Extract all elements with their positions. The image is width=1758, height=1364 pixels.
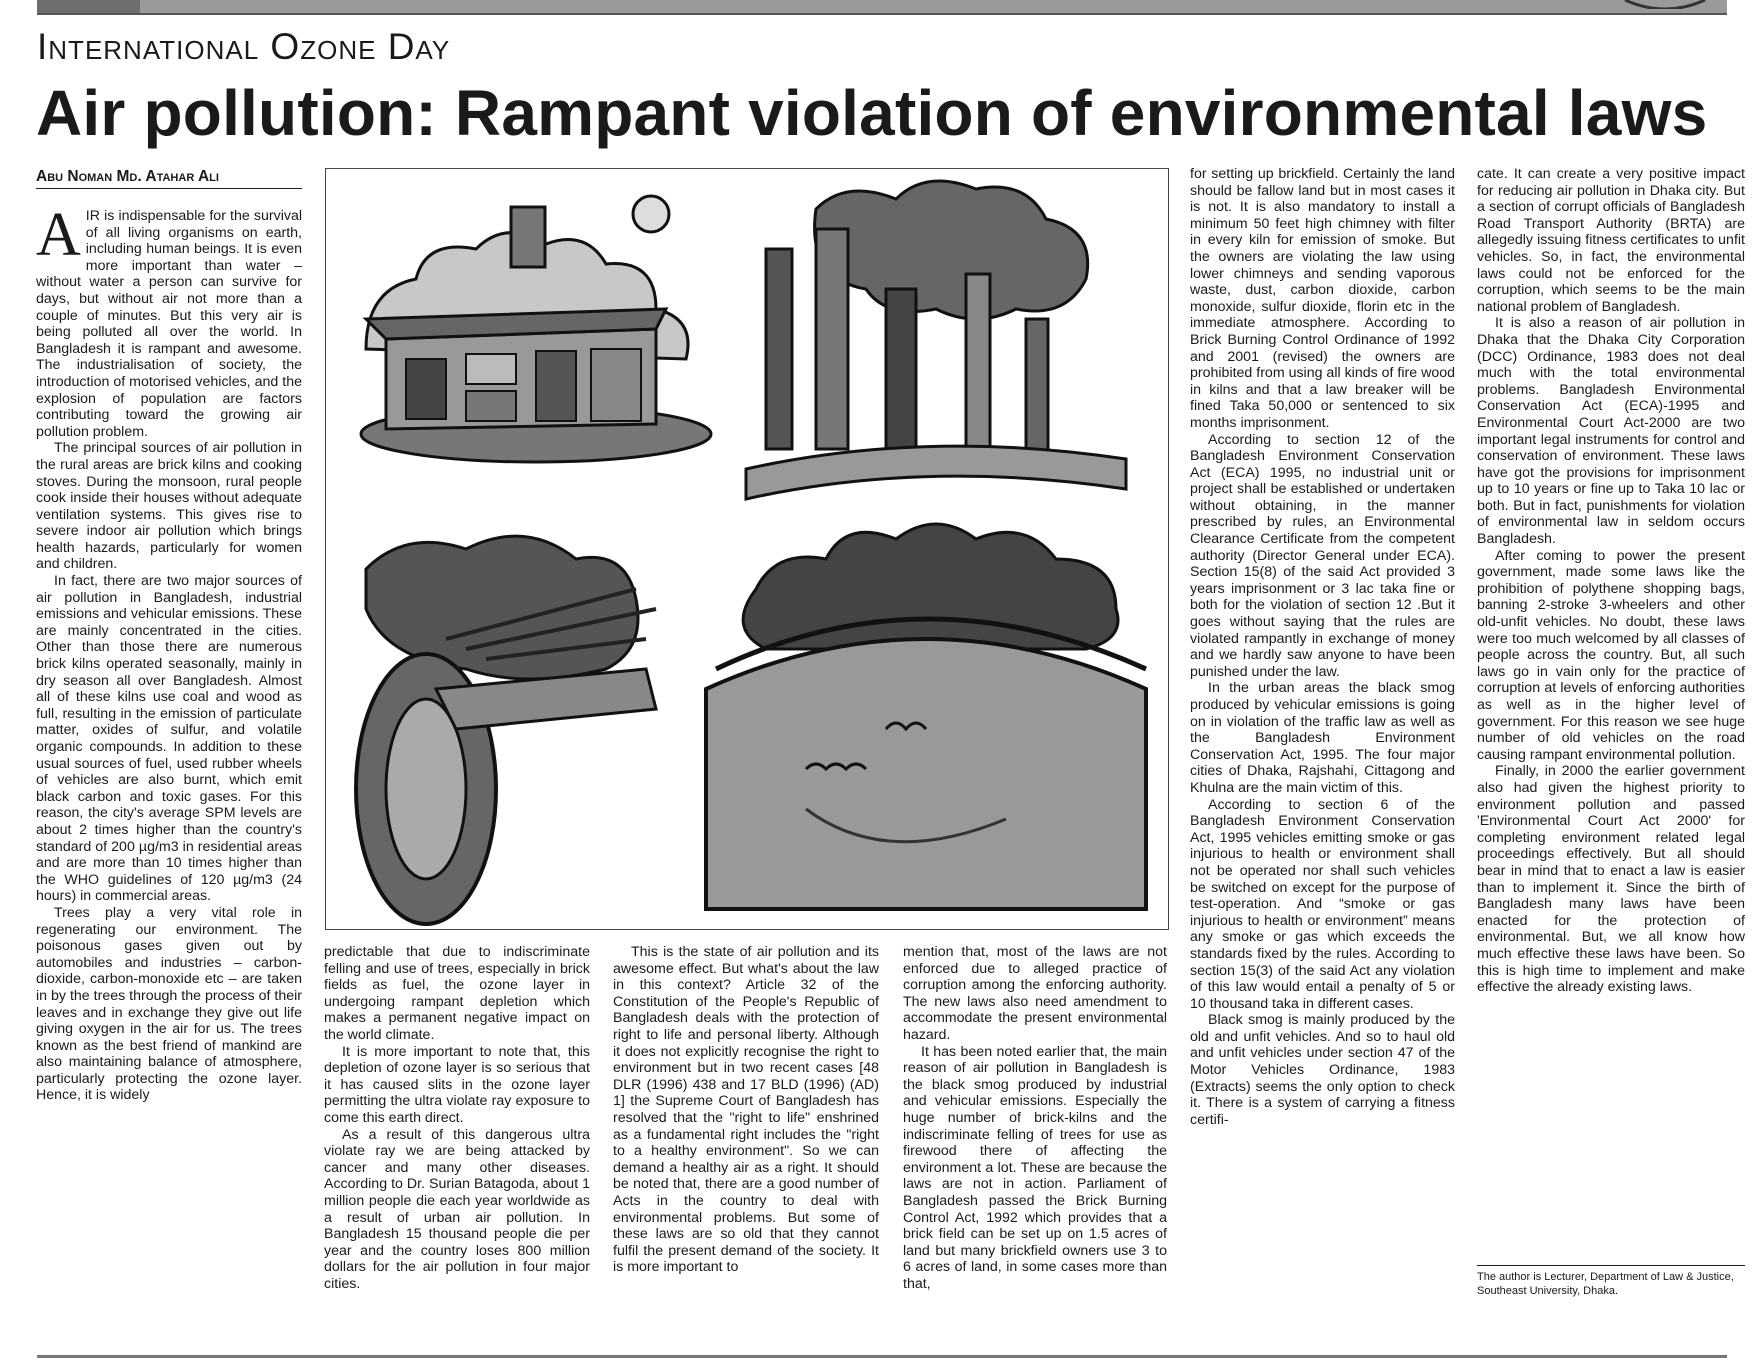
- paragraph: cate. It can create a very positive impact for reducing air pollution in Dhaka city. But a section of corrupt officials of Bangladesh Road Transport Authority (BRTA) are allegedly issuing fitness certificates to unfit vehicles. So, in fact, the environmental laws could not be enforced for the corruption, which seems to be the main national problem of Bangladesh.: [1477, 166, 1745, 315]
- paragraph: mention that, most of the laws are not enforced due to alleged practice of corruption among the enforcing authority. The new laws also need amendment to accommodate the present environmental hazard.: [903, 944, 1167, 1043]
- top-bar: [37, 0, 1727, 15]
- column-4: [903, 944, 1167, 1292]
- column-2: [324, 944, 590, 1292]
- paragraph: Black smog is mainly produced by the old and unfit vehicles. And so to haul old and unfit vehicles under section 47 of the Motor Vehicles Ordinance, 1983 (Extracts) seems the only option to check it. There is a system of carrying a fitness certifi-: [1190, 1012, 1455, 1128]
- paragraph: predictable that due to indiscriminate felling and use of trees, especially in brick fields as fuel, the ozone layer in undergoing rampant depletion which makes a permanent negative impact on the world climate.: [324, 944, 590, 1043]
- burning-tyre-panel: [356, 536, 656, 924]
- paragraph: Finally, in 2000 the earlier government also had given the highest priority to environment pollution and passed 'Environmental Court Act 2000' for completing environment related legal proceedings effectively. But all should bear in mind that to enact a law is easier than to implement it. Since the birth of Bangladesh many laws have been enacted for the protection of environmental. But, we all know how much effective these laws have been. So this is high time to implement and make effective the already existing laws.: [1477, 763, 1745, 996]
- bottom-rule: [37, 1355, 1727, 1358]
- column-3: [613, 944, 879, 1276]
- byline: Abu Noman Md. Atahar Ali: [36, 168, 219, 185]
- paragraph: According to section 12 of the Bangladesh Environment Conservation Act (ECA) 1995, no industrial unit or project shall be established or undertaken without obtaining, in the manner prescribed by rules, an Environmental Clearance Certificate from the competent authority (Director General under ECA). Section 15(8) of the said Act provided 3 years imprisonment or 3 lac taka fine or both for the violation of section 12 .But it goes without saying that the rules are violated rampantly in exchange of money and we hardly saw anyone to have been punished under the law.: [1190, 431, 1455, 680]
- paragraph: [36, 201, 302, 440]
- top-bar-block: [37, 0, 140, 13]
- headline: Air pollution: Rampant violation of environmental laws: [36, 77, 1708, 149]
- chimneys-panel: [746, 181, 1126, 499]
- paragraph: Trees play a very vital role in regenerating our environment. The poisonous gases given out by automobiles and industries – carbon-dioxide, carbon-monoxide etc – are taken in by the trees through the process of their leaves and in exchange they give out life giving oxygen in the air for us. The trees known as the best friend of mankind are also maintaining balance of atmosphere, particularly protecting the ozone layer. Hence, it is widely: [36, 904, 302, 1104]
- paragraph: It is also a reason of air pollution in Dhaka that the Dhaka City Corporation (DCC) Ordinance, 1983 does not deal much with the total environmental problems. Bangladesh Environmental Conservation Act (ECA)-1995 and Environmental Court Act-2000 are two important legal instruments for control and conservation of environment. These laws have got the provisions for imprisonment up to 10 years or fine up to Taka 10 lac or both. But in fact, punishments for violation of environmental law in seldom occurs Bangladesh.: [1477, 315, 1745, 548]
- paragraph: In the urban areas the black smog produced by vehicular emissions is going on in violation of the traffic law as well as the Bangladesh Environment Conservation Act, 1995. The four major cities of Dhaka, Rajshahi, Cittagong and Khulna are the main victim of this.: [1190, 680, 1455, 796]
- column-1: [36, 201, 302, 1348]
- illustration-drawing: [326, 169, 1168, 929]
- illustration-pollution-scenes: [325, 168, 1169, 930]
- factory-building-panel: [361, 196, 711, 462]
- column-5: [1190, 166, 1455, 1128]
- paragraph: After coming to power the present government, made some laws like the prohibition of polythene shopping bags, banning 2-stroke 3-wheelers and other old-unfit vehicles. No doubt, these laws were too much welcomed by all classes of people across the country. But, all such laws go in vain only for the practice of corruption at levels of enforcing authorities as well as in the higher level of government. For this reason we see huge number of old vehicles on the road causing rampant environmental pollution.: [1477, 547, 1745, 763]
- kicker: International Ozone Day: [37, 26, 451, 67]
- earth-smog-panel: [706, 524, 1146, 909]
- paragraph: It has been noted earlier that, the main reason of air pollution in Bangladesh is the black smog produced by industrial and vehicular emissions. Especially the huge number of brick-kilns and the indiscriminate felling of trees for use as firewood there of affecting the environment a lot. These are because the laws are not in action. Parliament of Bangladesh passed the Brick Burning Control Act, 1992 which provides that a brick field can be set up on 1.5 acres of land but many brickfield owners use 3 to 6 acres of land, in some cases more than that,: [903, 1043, 1167, 1292]
- column-6: [1477, 166, 1745, 996]
- paragraph: for setting up brickfield. Certainly the land should be fallow land but in most cases it is not. It is also mandatory to install a minimum 50 feet high chimney with filter in every kiln for emission of smoke. But the owners are violating the law using lower chimneys and sending vaporous waste, dust, carbon dioxide, carbon monoxide, sulfur dioxide, florin etc in the immediate atmosphere. According to Brick Burning Control Ordinance of 1992 and 2001 (revised) the owners are prohibited from using all kinds of fire wood in kilns and that a law breaker will be fined Taka 50,000 or sentenced to six months imprisonment.: [1190, 166, 1455, 431]
- paragraph: In fact, there are two major sources of air pollution in Bangladesh, industrial emissions and vehicular emissions. These are mainly concentrated in the cities. Other than those there are numerous brick kilns operated seasonally, mainly in dry season all over Bangladesh. Almost all of these kilns use coal and wood as full, resulting in the emission of particulate matter, oxides of sulfur, and volatile organic compounds. In addition to these usual sources of fuel, used rubber wheels of vehicles are also burnt, which emit black carbon and toxic gases. For this reason, the city's average SPM levels are about 2 times higher than the country's standard of 200 µg/m3 in residential areas and are more than 10 times higher than the WHO guidelines of 120 µg/m3 (24 hours) in commercial areas.: [36, 573, 302, 905]
- paragraph: This is the state of air pollution and its awesome effect. But what's about the law in this context? Article 32 of the Constitution of the People's Republic of Bangladesh deals with the protection of right to life and personal liberty. Although it does not explicitly recognise the right to environment but in two recent cases [48 DLR (1996) 438 and 17 BLD (1996) (AD) 1] the Supreme Court of Bangladesh has resolved that the "right to life" enshrined as a fundamental right includes the "right to a healthy environment". So we can demand a healthy air as a right. It should be noted that, there are a good number of Acts in the country to deal with environmental problems. But some of these laws are so old that they cannot fulfil the present demand of the society. It is more important to: [613, 944, 879, 1276]
- paragraph: According to section 6 of the Bangladesh Environment Conservation Act, 1995 vehicles emitting smoke or gas injurious to health or environment shall not be operated nor shall such vehicles be switched on except for the purpose of test-operation. And “smoke or gas injurious to health or environment” means any smoke or gas which exceeds the standards fixed by the rules. According to section 15(3) of the said Act any violation of this law would entail a penalty of 5 or 10 thousand taka in different cases.: [1190, 796, 1455, 1012]
- paragraph: As a result of this dangerous ultra violate ray we are being attacked by cancer and many other diseases. According to Dr. Surian Batagoda, about 1 million people die each year worldwide as a result of urban air pollution. In Bangladesh 15 thousand people die per year and the country loses 800 million dollars for the air pollution in four major cities.: [324, 1126, 590, 1292]
- author-note: The author is Lecturer, Department of Law & Justice, Southeast University, Dhaka.: [1477, 1265, 1745, 1298]
- drop-cap: A: [36, 201, 81, 269]
- paragraph: The principal sources of air pollution in the rural areas are brick kilns and cooking stoves. During the monsoon, rural people cook inside their houses without adequate ventilation systems. This gives rise to severe indoor air pollution which brings health hazards, particularly for women and children.: [36, 440, 302, 573]
- byline-rule: [36, 188, 302, 189]
- paragraph-text: IR is indispensable for the survival of all living organisms on earth, including human beings. It is even more important than water – without water a person can survive for days, but without air not more than a couple of minutes. But this very air is being polluted all over the world. In Bangladesh it is rampant and awesome. The industrialisation of society, the introduction of motorised vehicles, and the explosion of population are factors contributing toward the growing air pollution problem.: [36, 208, 302, 440]
- masthead-emblem-icon: [1620, 0, 1710, 9]
- paragraph: It is more important to note that, this depletion of ozone layer is so serious that it has caused slits in the ozone layer permitting the ultra violate ray exposure to come this earth direct.: [324, 1043, 590, 1126]
